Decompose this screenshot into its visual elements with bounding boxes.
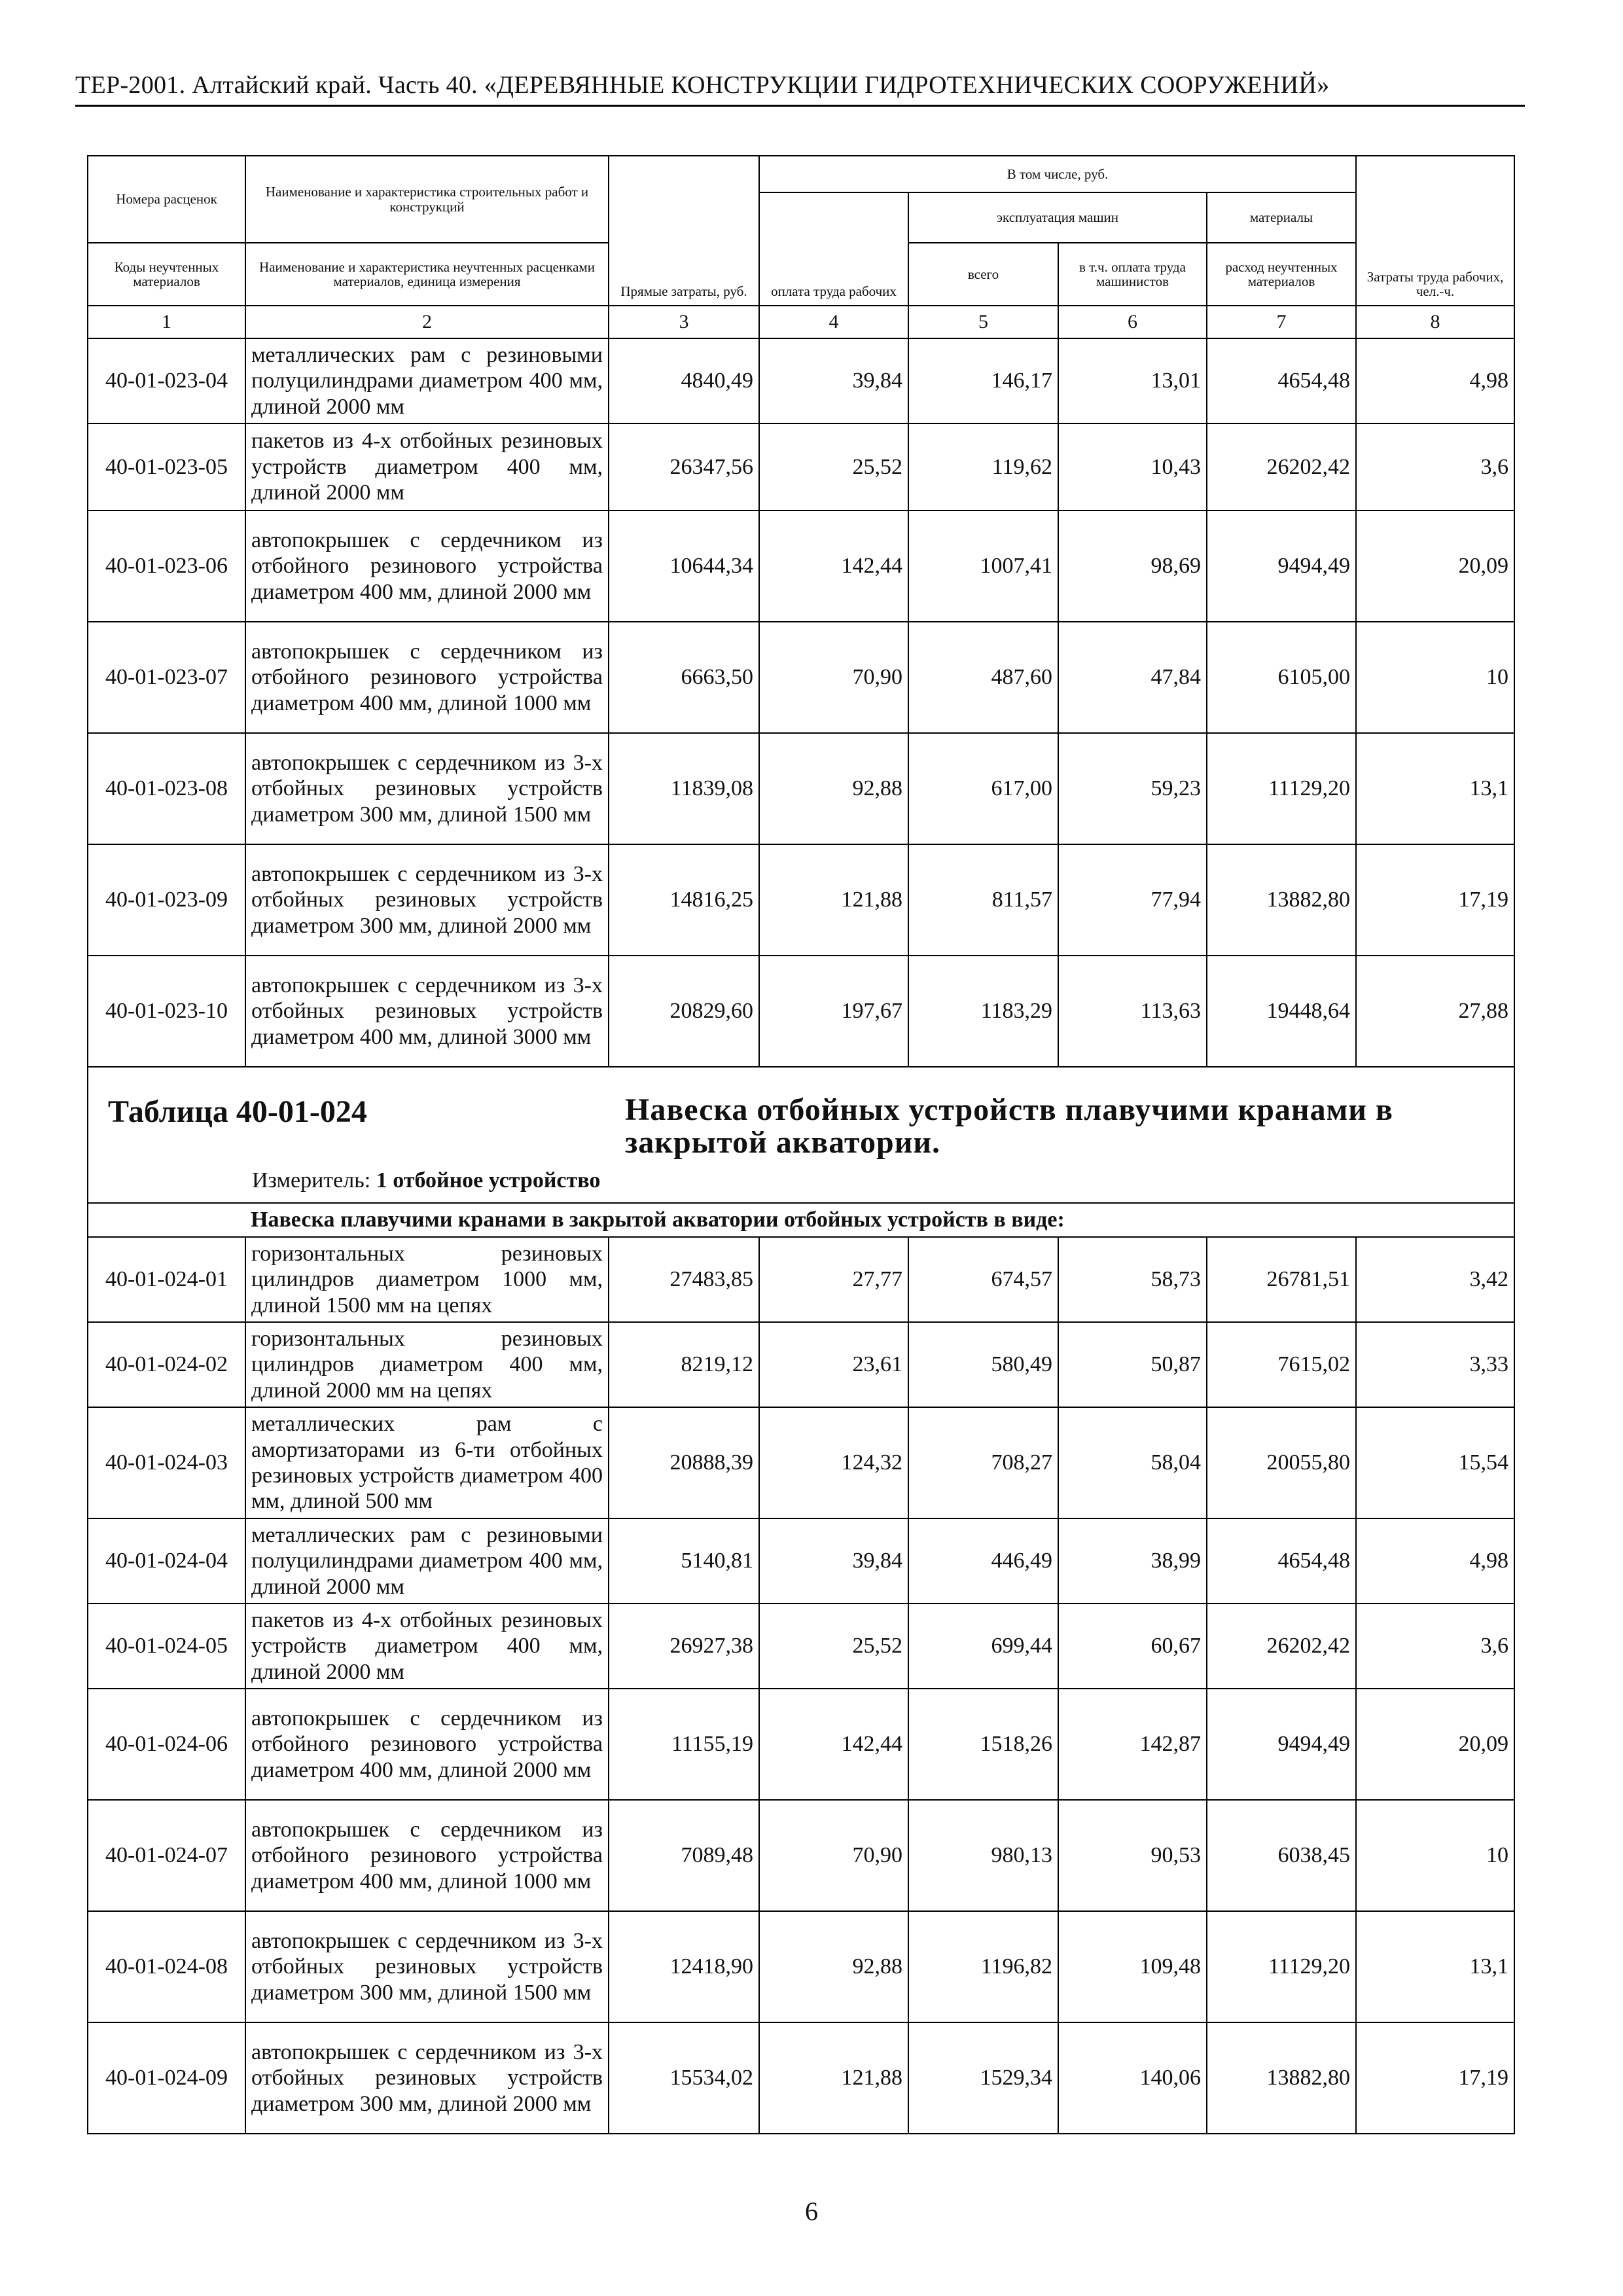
materials-value: 4654,48 (1207, 338, 1356, 423)
machinist-wages-value: 13,01 (1058, 338, 1207, 423)
rate-code: 40-01-024-06 (88, 1689, 245, 1800)
direct-costs-value: 11155,19 (609, 1689, 759, 1800)
header-wages: оплата труда рабочих (759, 192, 908, 306)
header-machines: эксплуатация машин (908, 192, 1207, 243)
machines-total-value: 487,60 (908, 622, 1058, 733)
machines-total-value: 1007,41 (908, 511, 1058, 622)
header-labor: Затраты труда рабочих, чел.-ч. (1356, 156, 1514, 306)
table-row (88, 844, 1514, 956)
rows-table-40-01-024 (88, 1237, 1514, 2134)
table-caption: Навеска отбойных устройств плавучими кранами в закрытой акватории. (625, 1092, 1393, 1160)
direct-costs-value: 14816,25 (609, 844, 759, 956)
unit-line (252, 1168, 600, 1193)
work-description: металлических рам с резиновыми полуцилиндрами диаметром 400 мм, длиной 2000 мм (245, 1518, 609, 1604)
wages-value: 70,90 (759, 1800, 908, 1911)
labor-value: 4,98 (1356, 338, 1514, 423)
column-number: 1 (88, 306, 245, 338)
table-row (88, 338, 1514, 423)
labor-value: 10 (1356, 622, 1514, 733)
machinist-wages-value: 58,73 (1058, 1237, 1207, 1322)
materials-value: 11129,20 (1207, 1911, 1356, 2022)
materials-value: 6105,00 (1207, 622, 1356, 733)
rate-code: 40-01-023-08 (88, 733, 245, 844)
direct-costs-value: 27483,85 (609, 1237, 759, 1322)
machines-total-value: 617,00 (908, 733, 1058, 844)
machines-total-value: 446,49 (908, 1518, 1058, 1604)
rates-table (87, 155, 1515, 2134)
column-number: 6 (1058, 306, 1207, 338)
direct-costs-value: 11839,08 (609, 733, 759, 844)
machines-total-value: 699,44 (908, 1604, 1058, 1689)
machinist-wages-value: 109,48 (1058, 1911, 1207, 2022)
work-description: автопокрышек с сердечником из 3-х отбойных резиновых устройств диаметром 300 мм, длиной 1500 мм (245, 733, 609, 844)
machinist-wages-value: 113,63 (1058, 956, 1207, 1067)
group-title-row (88, 1203, 1514, 1237)
machinist-wages-value: 90,53 (1058, 1800, 1207, 1911)
labor-value: 13,1 (1356, 1911, 1514, 2022)
machinist-wages-value: 38,99 (1058, 1518, 1207, 1604)
table-title-cell (88, 1067, 1514, 1203)
header-materials-consumption: расход неучтенных материалов (1207, 243, 1356, 306)
machines-total-value: 708,27 (908, 1407, 1058, 1518)
materials-value: 26781,51 (1207, 1237, 1356, 1322)
machinist-wages-value: 98,69 (1058, 511, 1207, 622)
machinist-wages-value: 47,84 (1058, 622, 1207, 733)
rate-code: 40-01-023-07 (88, 622, 245, 733)
rate-code: 40-01-023-04 (88, 338, 245, 423)
table-row (88, 1322, 1514, 1407)
table-row (88, 1518, 1514, 1604)
column-number: 3 (609, 306, 759, 338)
table-row (88, 733, 1514, 844)
table-row (88, 1689, 1514, 1800)
machines-total-value: 1196,82 (908, 1911, 1058, 2022)
machines-total-value: 980,13 (908, 1800, 1058, 1911)
unit-label: Измеритель: (252, 1168, 371, 1193)
machinist-wages-value: 142,87 (1058, 1689, 1207, 1800)
rate-code: 40-01-023-10 (88, 956, 245, 1067)
table-row (88, 1800, 1514, 1911)
direct-costs-value: 15534,02 (609, 2022, 759, 2134)
header-materials: материалы (1207, 192, 1356, 243)
header-including: В том числе, руб. (759, 156, 1356, 192)
wages-value: 142,44 (759, 1689, 908, 1800)
table-row (88, 1237, 1514, 1322)
wages-value: 121,88 (759, 844, 908, 956)
rows-table-40-01-023 (88, 338, 1514, 1067)
wages-value: 92,88 (759, 1911, 908, 2022)
header-material-codes: Коды неучтенных материалов (88, 243, 245, 306)
wages-value: 39,84 (759, 1518, 908, 1604)
wages-value: 124,32 (759, 1407, 908, 1518)
direct-costs-value: 8219,12 (609, 1322, 759, 1407)
page-number: 6 (805, 2197, 818, 2226)
work-description: автопокрышек с сердечником из отбойного резинового устройства диаметром 400 мм, длиной 2000 мм (245, 1689, 609, 1800)
work-description: горизонтальных резиновых цилиндров диаметром 1000 мм, длиной 1500 мм на цепях (245, 1237, 609, 1322)
header-work-name: Наименование и характеристика строительных работ и конструкций (245, 156, 609, 243)
column-numbers-row (88, 306, 1514, 338)
direct-costs-value: 20829,60 (609, 956, 759, 1067)
work-description: металлических рам с амортизаторами из 6-ти отбойных резиновых устройств диаметром 400 мм, длиной 500 мм (245, 1407, 609, 1518)
work-description: пакетов из 4-х отбойных резиновых устройств диаметром 400 мм, длиной 2000 мм (245, 1604, 609, 1689)
labor-value: 4,98 (1356, 1518, 1514, 1604)
work-description: горизонтальных резиновых цилиндров диаметром 400 мм, длиной 2000 мм на цепях (245, 1322, 609, 1407)
header-rule (75, 105, 1525, 107)
labor-value: 17,19 (1356, 844, 1514, 956)
machinist-wages-value: 60,67 (1058, 1604, 1207, 1689)
materials-value: 9494,49 (1207, 1689, 1356, 1800)
materials-value: 7615,02 (1207, 1322, 1356, 1407)
table-row (88, 956, 1514, 1067)
direct-costs-value: 26927,38 (609, 1604, 759, 1689)
machines-total-value: 1529,34 (908, 2022, 1058, 2134)
direct-costs-value: 4840,49 (609, 338, 759, 423)
machines-total-value: 1183,29 (908, 956, 1058, 1067)
rate-code: 40-01-024-01 (88, 1237, 245, 1322)
materials-value: 13882,80 (1207, 844, 1356, 956)
header-material-names: Наименование и характеристика неучтенных расценками материалов, единица измерения (245, 243, 609, 306)
table-row (88, 1407, 1514, 1518)
table-row (88, 1911, 1514, 2022)
table-title-row (88, 1067, 1514, 1203)
materials-value: 20055,80 (1207, 1407, 1356, 1518)
column-number: 2 (245, 306, 609, 338)
wages-value: 92,88 (759, 733, 908, 844)
work-description: автопокрышек с сердечником из 3-х отбойных резиновых устройств диаметром 300 мм, длиной 2000 мм (245, 2022, 609, 2134)
materials-value: 9494,49 (1207, 511, 1356, 622)
machines-total-value: 811,57 (908, 844, 1058, 956)
table-row (88, 622, 1514, 733)
wages-value: 23,61 (759, 1322, 908, 1407)
materials-value: 4654,48 (1207, 1518, 1356, 1604)
machines-total-value: 1518,26 (908, 1689, 1058, 1800)
machinist-wages-value: 140,06 (1058, 2022, 1207, 2134)
labor-value: 15,54 (1356, 1407, 1514, 1518)
page-header: ТЕР-2001. Алтайский край. Часть 40. «ДЕРЕВЯННЫЕ КОНСТРУКЦИИ ГИДРОТЕХНИЧЕСКИХ СООРУЖЕНИЙ» (75, 71, 1330, 99)
machinist-wages-value: 59,23 (1058, 733, 1207, 844)
machinist-wages-value: 50,87 (1058, 1322, 1207, 1407)
work-description: автопокрышек с сердечником из отбойного резинового устройства диаметром 400 мм, длиной 1000 мм (245, 1800, 609, 1911)
materials-value: 19448,64 (1207, 956, 1356, 1067)
direct-costs-value: 26347,56 (609, 423, 759, 511)
labor-value: 27,88 (1356, 956, 1514, 1067)
wages-value: 27,77 (759, 1237, 908, 1322)
wages-value: 142,44 (759, 511, 908, 622)
labor-value: 3,6 (1356, 1604, 1514, 1689)
header-direct-costs: Прямые затраты, руб. (609, 156, 759, 306)
direct-costs-value: 12418,90 (609, 1911, 759, 2022)
header-rate-numbers: Номера расценок (88, 156, 245, 243)
materials-value: 26202,42 (1207, 1604, 1356, 1689)
labor-value: 13,1 (1356, 733, 1514, 844)
work-description: пакетов из 4-х отбойных резиновых устройств диаметром 400 мм, длиной 2000 мм (245, 423, 609, 511)
labor-value: 3,6 (1356, 423, 1514, 511)
direct-costs-value: 5140,81 (609, 1518, 759, 1604)
labor-value: 20,09 (1356, 1689, 1514, 1800)
materials-value: 6038,45 (1207, 1800, 1356, 1911)
machines-total-value: 580,49 (908, 1322, 1058, 1407)
table-row (88, 511, 1514, 622)
wages-value: 25,52 (759, 423, 908, 511)
labor-value: 10 (1356, 1800, 1514, 1911)
materials-value: 11129,20 (1207, 733, 1356, 844)
machines-total-value: 674,57 (908, 1237, 1058, 1322)
work-description: автопокрышек с сердечником из отбойного резинового устройства диаметром 400 мм, длиной 1000 мм (245, 622, 609, 733)
work-description: автопокрышек с сердечником из отбойного резинового устройства диаметром 400 мм, длиной 2000 мм (245, 511, 609, 622)
rate-code: 40-01-024-04 (88, 1518, 245, 1604)
work-description: автопокрышек с сердечником из 3-х отбойных резиновых устройств диаметром 300 мм, длиной 2000 мм (245, 844, 609, 956)
rate-code: 40-01-024-05 (88, 1604, 245, 1689)
machines-total-value: 119,62 (908, 423, 1058, 511)
machinist-wages-value: 10,43 (1058, 423, 1207, 511)
materials-value: 13882,80 (1207, 2022, 1356, 2134)
rate-code: 40-01-023-05 (88, 423, 245, 511)
wages-value: 70,90 (759, 622, 908, 733)
rate-code: 40-01-024-02 (88, 1322, 245, 1407)
rate-code: 40-01-023-09 (88, 844, 245, 956)
work-description: автопокрышек с сердечником из 3-х отбойных резиновых устройств диаметром 300 мм, длиной 1500 мм (245, 1911, 609, 2022)
wages-value: 39,84 (759, 338, 908, 423)
work-description: металлических рам с резиновыми полуцилиндрами диаметром 400 мм, длиной 2000 мм (245, 338, 609, 423)
table-row (88, 1604, 1514, 1689)
machines-total-value: 146,17 (908, 338, 1058, 423)
rate-code: 40-01-024-07 (88, 1800, 245, 1911)
unit-value: 1 отбойное устройство (376, 1168, 601, 1193)
labor-value: 3,42 (1356, 1237, 1514, 1322)
materials-value: 26202,42 (1207, 423, 1356, 511)
machinist-wages-value: 77,94 (1058, 844, 1207, 956)
direct-costs-value: 7089,48 (609, 1800, 759, 1911)
table-row (88, 423, 1514, 511)
work-description: автопокрышек с сердечником из 3-х отбойных резиновых устройств диаметром 400 мм, длиной 3000 мм (245, 956, 609, 1067)
column-number: 4 (759, 306, 908, 338)
header-machines-total: всего (908, 243, 1058, 306)
rate-code: 40-01-024-08 (88, 1911, 245, 2022)
direct-costs-value: 10644,34 (609, 511, 759, 622)
labor-value: 20,09 (1356, 511, 1514, 622)
wages-value: 197,67 (759, 956, 908, 1067)
wages-value: 121,88 (759, 2022, 908, 2134)
direct-costs-value: 6663,50 (609, 622, 759, 733)
group-title: Навеска плавучими кранами в закрытой акватории отбойных устройств в виде: (88, 1203, 1514, 1237)
rate-code: 40-01-024-09 (88, 2022, 245, 2134)
table-number: Таблица 40-01-024 (108, 1094, 367, 1129)
column-number: 7 (1207, 306, 1356, 338)
direct-costs-value: 20888,39 (609, 1407, 759, 1518)
labor-value: 17,19 (1356, 2022, 1514, 2134)
labor-value: 3,33 (1356, 1322, 1514, 1407)
rate-code: 40-01-024-03 (88, 1407, 245, 1518)
rate-code: 40-01-023-06 (88, 511, 245, 622)
column-number: 5 (908, 306, 1058, 338)
column-number: 8 (1356, 306, 1514, 338)
header-machinist-wages: в т.ч. оплата труда машинистов (1058, 243, 1207, 306)
table-row (88, 2022, 1514, 2134)
wages-value: 25,52 (759, 1604, 908, 1689)
machinist-wages-value: 58,04 (1058, 1407, 1207, 1518)
